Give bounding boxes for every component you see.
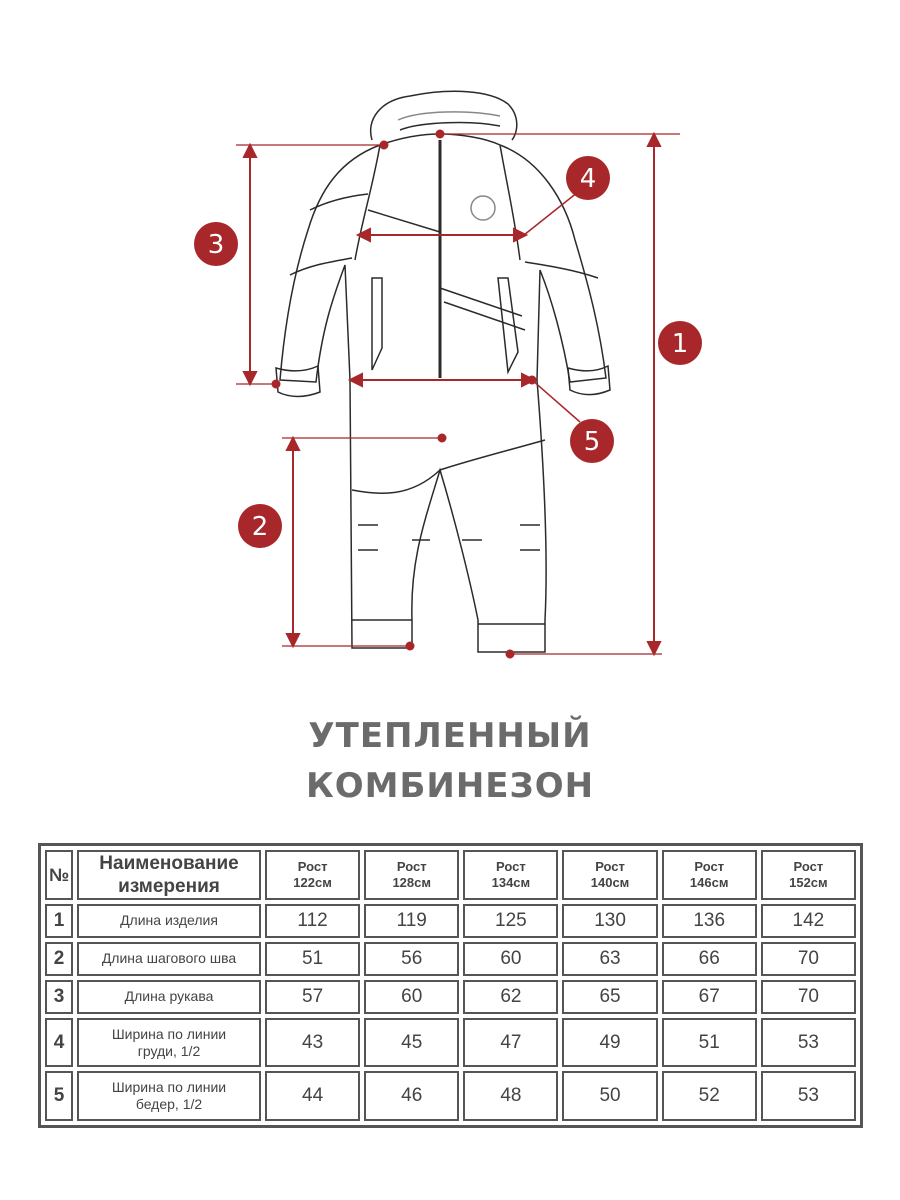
page-title-line-1: УТЕПЛЕННЫЙ — [308, 716, 592, 756]
size-header-line-1: Рост — [496, 859, 526, 874]
cell-value: 66 — [662, 942, 757, 976]
size-header-line-2: 128см — [392, 875, 431, 890]
row-name-line: Длина рукава — [124, 988, 214, 1005]
cell-value: 65 — [562, 980, 657, 1014]
size-header — [562, 850, 657, 900]
cell-value: 47 — [463, 1018, 558, 1068]
row-name-line: бедер, 1/2 — [135, 1096, 203, 1113]
row-name-line: Длина изделия — [120, 912, 218, 929]
row-name-line: груди, 1/2 — [137, 1042, 201, 1059]
table-header-row — [45, 850, 856, 900]
cell-value: 50 — [562, 1071, 657, 1121]
size-header-line-1: Рост — [297, 859, 328, 874]
cell-value: 67 — [662, 980, 757, 1014]
cell-value: 112 — [265, 904, 360, 938]
svg-text:4: 4 — [579, 164, 597, 194]
name-header-line-1: Наименование — [99, 853, 239, 874]
row-name-line: Ширина по линии — [111, 1025, 227, 1042]
size-header — [265, 850, 360, 900]
svg-text:5: 5 — [583, 427, 601, 457]
size-header — [364, 850, 459, 900]
table-row — [45, 904, 856, 938]
row-name — [77, 1018, 261, 1068]
cell-value: 60 — [463, 942, 558, 976]
name-header — [77, 850, 261, 900]
cell-value: 52 — [662, 1071, 757, 1121]
size-header-line-2: 140см — [590, 875, 630, 890]
cell-value: 62 — [463, 980, 558, 1014]
size-header-line-2: 134см — [491, 875, 531, 890]
cell-value: 130 — [562, 904, 657, 938]
size-header — [761, 850, 856, 900]
row-number: 3 — [45, 980, 73, 1014]
jumpsuit-outline — [276, 91, 610, 652]
size-header-line-1: Рост — [396, 859, 427, 874]
size-table — [38, 843, 863, 1128]
svg-text:3: 3 — [207, 230, 225, 260]
row-number: 4 — [45, 1018, 73, 1068]
cell-value: 56 — [364, 942, 459, 976]
table-row — [45, 942, 856, 976]
cell-value: 136 — [662, 904, 757, 938]
row-number: 2 — [45, 942, 73, 976]
cell-value: 119 — [364, 904, 459, 938]
cell-value: 43 — [265, 1018, 360, 1068]
svg-text:1: 1 — [671, 329, 689, 359]
page-title-line-2: КОМБИНЕЗОН — [305, 766, 595, 806]
size-header-line-1: Рост — [595, 859, 625, 874]
marker-3 — [194, 222, 238, 266]
size-header-line-1: Рост — [694, 859, 725, 874]
cell-value: 53 — [761, 1018, 856, 1068]
name-header-line-2: измерения — [118, 876, 220, 897]
size-header-line-2: 146см — [689, 875, 729, 890]
num-header: № — [45, 850, 73, 900]
svg-text:2: 2 — [251, 512, 269, 542]
cell-value: 70 — [761, 980, 856, 1014]
row-name — [77, 904, 261, 938]
row-number: 5 — [45, 1071, 73, 1121]
marker-5 — [570, 419, 614, 463]
cell-value: 45 — [364, 1018, 459, 1068]
cell-value: 46 — [364, 1071, 459, 1121]
row-name-line: Длина шагового шва — [101, 950, 237, 967]
cell-value: 44 — [265, 1071, 360, 1121]
row-number: 1 — [45, 904, 73, 938]
marker-1 — [658, 321, 702, 365]
cell-value: 48 — [463, 1071, 558, 1121]
table-row — [45, 1018, 856, 1068]
row-name — [77, 980, 261, 1014]
cell-value: 142 — [761, 904, 856, 938]
size-header-line-2: 122см — [293, 875, 332, 890]
marker-2 — [238, 504, 282, 548]
table-row — [45, 1071, 856, 1121]
row-name — [77, 1071, 261, 1121]
marker-4 — [566, 156, 610, 200]
size-header-line-1: Рост — [793, 859, 824, 874]
cell-value: 57 — [265, 980, 360, 1014]
cell-value: 60 — [364, 980, 459, 1014]
size-header-line-2: 152см — [789, 875, 828, 890]
cell-value: 70 — [761, 942, 856, 976]
cell-value: 51 — [662, 1018, 757, 1068]
table-row — [45, 980, 856, 1014]
cell-value: 125 — [463, 904, 558, 938]
cell-value: 51 — [265, 942, 360, 976]
row-name — [77, 942, 261, 976]
size-header — [662, 850, 757, 900]
size-header — [463, 850, 558, 900]
cell-value: 63 — [562, 942, 657, 976]
measurement-lines — [236, 131, 680, 658]
row-name-line: Ширина по линии — [111, 1079, 227, 1096]
cell-value: 53 — [761, 1071, 856, 1121]
cell-value: 49 — [562, 1018, 657, 1068]
